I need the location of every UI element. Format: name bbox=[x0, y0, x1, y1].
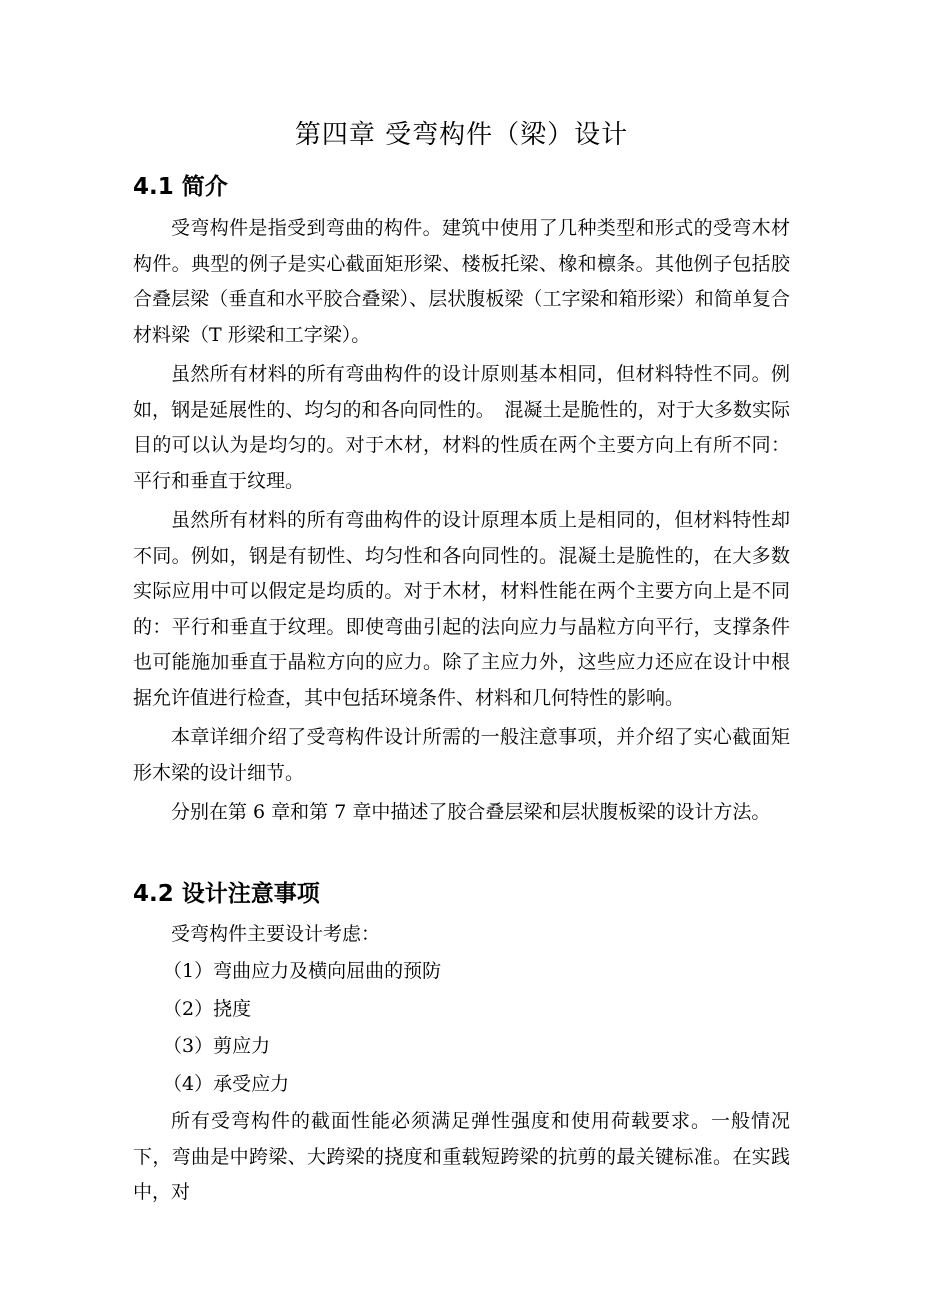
list-item: （3）剪应力 bbox=[163, 1035, 271, 1057]
chapter-title: 第四章 受弯构件（梁）设计 bbox=[294, 120, 629, 150]
paragraph: 受弯构件主要设计考虑： bbox=[171, 922, 381, 945]
paragraph: 虽然所有材料的所有弯曲构件的设计原理本质上是相同的，但材料特性却不同。例如，钢是有韧性、均匀性和各向同性的。混凝土是脆性的，在大多数实际应用中可以假定是均质的。对于木材，材料性能在两个主要方向上是不同的：平行和垂直于纹理。即使弯曲引起的法向应力与晶粒方向平行，支撑条件也可能施加垂直于晶粒方向的应力。除了主应力外，这些应力还应在设计中根据允许值进行检查，其中包括环境条件、材料和几何特性的影响。 bbox=[133, 509, 790, 709]
paragraph: 分别在第 6 章和第 7 章中描述了胶合叠层梁和层状腹板梁的设计方法。 bbox=[171, 801, 771, 823]
list-item: （4）承受应力 bbox=[163, 1072, 290, 1095]
paragraph: 受弯构件是指受到弯曲的构件。建筑中使用了几种类型和形式的受弯木材构件。典型的例子是实心截面矩形梁、楼板托梁、橡和檩条。其他例子包括胶合叠层梁（垂直和水平胶合叠梁）、层状腹板梁（工字梁和箱形梁）和简单复合材料梁（T 形梁和工字梁）。 bbox=[133, 217, 790, 346]
paragraph: 虽然所有材料的所有弯曲构件的设计原则基本相同，但材料特性不同。例如，钢是延展性的、均匀的和各向同性的。 混凝土是脆性的，对于大多数实际目的可以认为是均匀的。对于木材，材料的性质在两个主要方向上有所不同：平行和垂直于纹理。 bbox=[133, 363, 790, 492]
text-content-area bbox=[133, 118, 790, 1211]
section-heading-4-1: 4.1 简介 bbox=[133, 174, 228, 200]
section-heading-4-2: 4.2 设计注意事项 bbox=[133, 880, 320, 907]
paragraph: 所有受弯构件的截面性能必须满足弹性强度和使用荷载要求。一般情况下，弯曲是中跨梁、大跨梁的挠度和重载短跨梁的抗剪的最关键标准。在实践中，对 bbox=[133, 1110, 790, 1203]
list-item: （1）弯曲应力及横向屈曲的预防 bbox=[163, 960, 442, 982]
paragraph: 本章详细介绍了受弯构件设计所需的一般注意事项，并介绍了实心截面矩形木梁的设计细节。 bbox=[133, 726, 790, 784]
list-item: （2）挠度 bbox=[163, 997, 252, 1020]
